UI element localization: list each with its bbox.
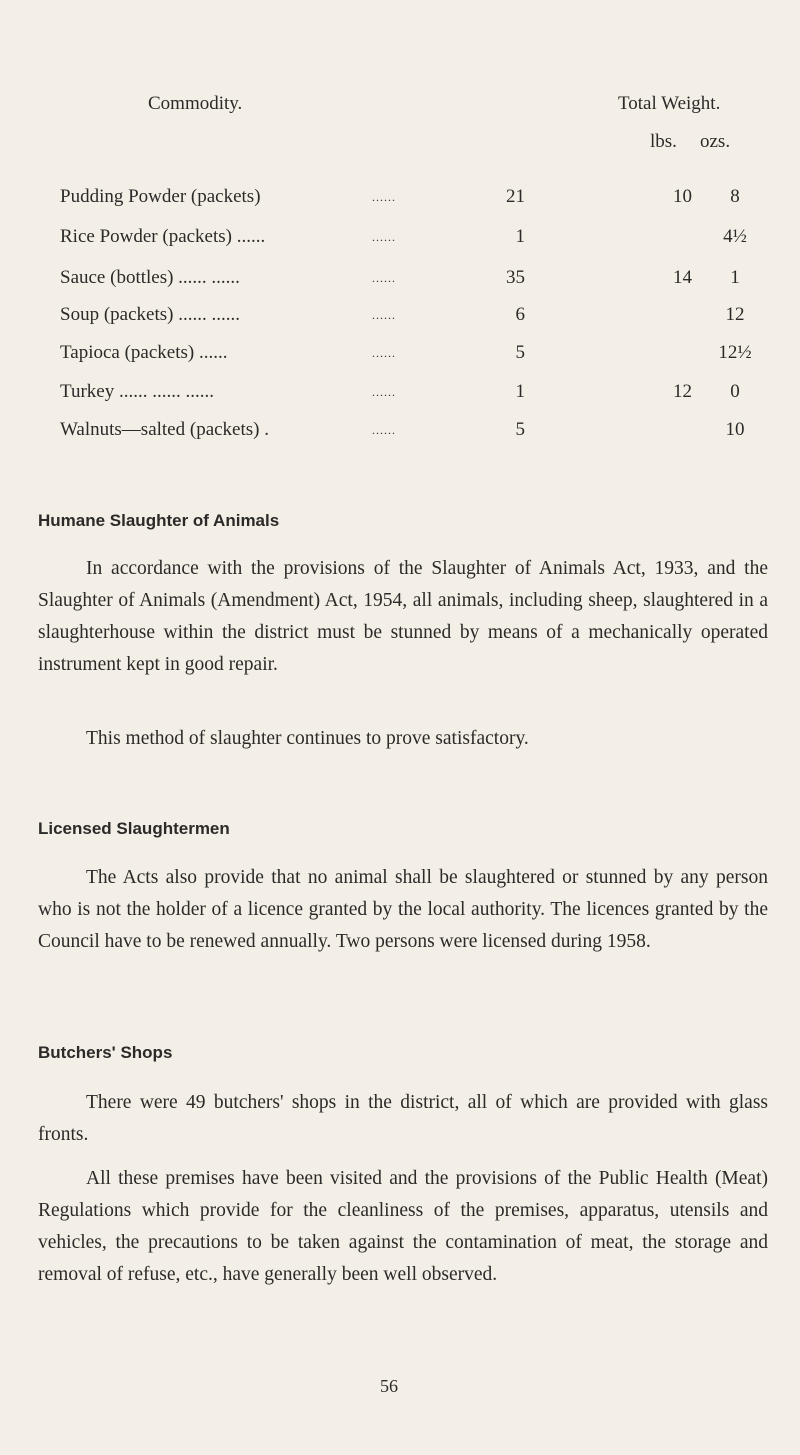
row-leader: ...... [372, 385, 396, 399]
page-number: 56 [380, 1376, 398, 1396]
row-leader: ...... [372, 423, 396, 437]
section-heading-butchers-shops: Butchers' Shops [38, 1043, 173, 1062]
row-ozs: 1 [730, 267, 740, 288]
paragraph-humane-slaughter-1: In accordance with the provisions of the Slaughter of Animals Act, 1933, and the Slaughter of Animals (Amendment) Act, 1954, all animals, including sheep, slaughtered in a slaughterhouse within the district must be stunned by means of a mechanically operated instrument kept in good repair. [38, 558, 768, 675]
paragraph-butchers-shops-2: All these premises have been visited and the provisions of the Public Health (Meat) Regulations which provide for the cleanliness of the premises, apparatus, utensils and vehicles, the precautions to be taken against the contamination of meat, the storage and removal of refuse, etc., have generally been well observed. [38, 1168, 768, 1285]
section-heading-humane-slaughter: Humane Slaughter of Animals [38, 511, 280, 530]
paragraph-butchers-shops-1: There were 49 butchers' shops in the district, all of which are provided with glass fronts. [38, 1092, 768, 1145]
row-quantity: 21 [506, 186, 525, 207]
row-ozs: 8 [730, 186, 740, 207]
row-leader: ...... [372, 230, 396, 244]
row-lbs: 14 [673, 267, 692, 288]
row-leader: ...... [372, 308, 396, 322]
total-weight-header: Total Weight. [618, 93, 721, 114]
row-commodity: Pudding Powder (packets) [60, 186, 261, 207]
row-quantity: 1 [515, 381, 525, 402]
commodity-header: Commodity. [148, 93, 243, 114]
paragraph-humane-slaughter-2: This method of slaughter continues to prove satisfactory. [86, 728, 529, 749]
paragraph-licensed-slaughtermen: The Acts also provide that no animal shall be slaughtered or stunned by any person who is not the holder of a licence granted by the local authority. The licences granted by the Council have to be renewed annually. Two persons were licensed during 1958. [38, 867, 768, 952]
row-lbs: 10 [673, 186, 692, 207]
row-quantity: 6 [515, 304, 525, 325]
row-commodity: Sauce (bottles) ...... ...... [60, 267, 240, 288]
row-commodity: Turkey ...... ...... ...... [60, 381, 214, 402]
row-commodity: Tapioca (packets) ...... [60, 342, 228, 363]
lbs-header: lbs. [650, 131, 677, 152]
row-lbs: 12 [673, 381, 692, 402]
row-commodity: Walnuts—salted (packets) . [60, 419, 269, 440]
row-commodity: Soup (packets) ...... ...... [60, 304, 240, 325]
row-quantity: 5 [515, 342, 525, 363]
row-ozs: 12½ [718, 342, 752, 363]
row-ozs: 4½ [723, 226, 747, 247]
row-ozs: 0 [730, 381, 740, 402]
row-leader: ...... [372, 346, 396, 360]
row-leader: ...... [372, 190, 396, 204]
row-ozs: 12 [725, 304, 745, 325]
ozs-header: ozs. [700, 131, 731, 152]
section-heading-licensed-slaughtermen: Licensed Slaughtermen [38, 819, 230, 838]
row-leader: ...... [372, 271, 396, 285]
row-commodity: Rice Powder (packets) ...... [60, 226, 266, 247]
row-quantity: 5 [515, 419, 525, 440]
row-quantity: 1 [515, 226, 525, 247]
row-quantity: 35 [506, 267, 525, 288]
row-ozs: 10 [725, 419, 745, 440]
